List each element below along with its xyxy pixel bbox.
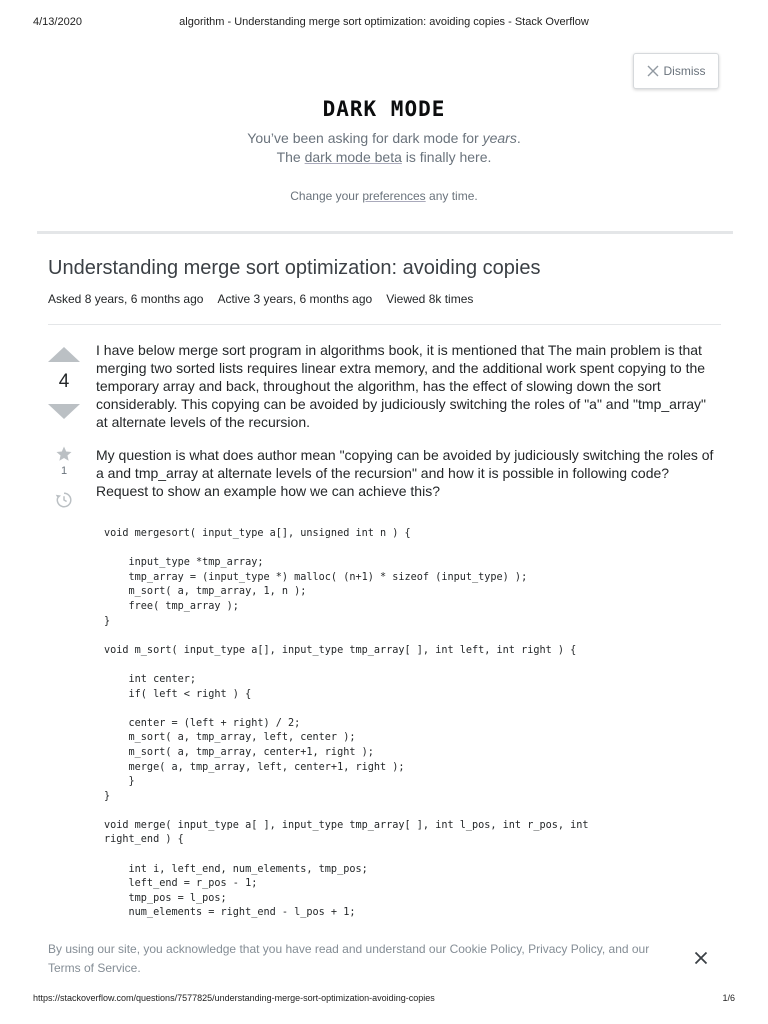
asked-label: Asked (48, 292, 82, 306)
print-url: https://stackoverflow.com/questions/7577825/understanding-merge-sort-optimization-avoiding-copies (33, 993, 435, 1003)
dark-mode-line2-prefix: The (276, 149, 305, 165)
active-value[interactable]: 3 years, 6 months ago (253, 292, 373, 306)
star-icon[interactable] (55, 445, 73, 463)
print-date: 4/13/2020 (33, 16, 82, 28)
meta-divider (48, 324, 721, 325)
dismiss-button[interactable] (633, 53, 719, 89)
close-icon (647, 65, 659, 77)
question-title[interactable]: Understanding merge sort optimization: avoiding copies (48, 257, 541, 279)
dark-mode-logo: DARK MODE (322, 97, 446, 121)
vote-cell (44, 345, 84, 509)
active-label: Active (217, 292, 251, 306)
dark-mode-line1-emphasis: years (482, 130, 517, 146)
cookie-notice: By using our site, you acknowledge that you have read and understand our Cookie Policy, Privacy Policy, and our Terms of Service. (48, 942, 650, 975)
active-info (217, 292, 372, 306)
question-meta (48, 292, 473, 306)
dark-mode-line1-suffix: . (516, 130, 521, 146)
dark-mode-banner (0, 95, 768, 203)
vote-count: 4 (58, 371, 70, 392)
history-icon[interactable] (55, 491, 73, 509)
dismiss-label: Dismiss (663, 64, 706, 78)
print-page-title: algorithm - Understanding merge sort optimization: avoiding copies - Stack Overflow (179, 16, 589, 28)
asked-value: 8 years, 6 months ago (84, 292, 204, 306)
body-paragraph-2: My question is what does author mean "copying can be avoided by judiciously switching the roles of a and tmp_array at alternate levels of the recursion" and how it is possible in following code? Request to show an example how we can achieve this? (96, 447, 714, 499)
dark-mode-beta-link[interactable]: dark mode beta (304, 149, 402, 165)
dark-mode-preferences-note (0, 189, 768, 203)
viewed-info (386, 292, 473, 306)
pref-prefix: Change your (290, 189, 363, 203)
code-block: void mergesort( input_type a[], unsigned int n ) { input_type *tmp_array; tmp_array = (input_type *) malloc( (n+1) * sizeof (input_type) ); m_sort( a, tmp_array, 1, n ); free( tmp_array ); } void m_sort( input_type a[], input_type tmp_array[ ], int left, int right ) { int center; if( left < right ) { center = (left + right) / 2; m_sort( a, tmp_array, left, center ); m_sort( a, tmp_array, center+1, right ); merge( a, tmp_array, left, center+1, right ); } } void merge( input_type a[ ], input_type tmp_array[ ], int l_pos, int r_pos, int right_end ) { int i, left_end, num_elements, tmp_pos; left_end = r_pos - 1; tmp_pos = l_pos; num_elements = right_end - l_pos + 1; (104, 528, 589, 919)
dark-mode-line1-prefix: You’ve been asking for dark mode for (247, 130, 483, 146)
downvote-arrow-icon[interactable] (46, 403, 82, 421)
pref-suffix: any time. (425, 189, 478, 203)
banner-divider (37, 231, 733, 234)
print-page-number: 1/6 (722, 993, 735, 1003)
viewed-value: 8k times (428, 292, 474, 306)
question-body (96, 341, 714, 515)
upvote-arrow-icon[interactable] (46, 345, 82, 363)
body-paragraph-1: I have below merge sort program in algorithms book, it is mentioned that The main problem is that merging two sorted lists requires linear extra memory, and the additional work spent copying to the temporary array and back, throughout the algorithm, has the effect of slowing down the sort considerably. This copying can be avoided by judiciously switching the roles of "a" and "tmp_array" at alternate levels of the recursion. (96, 342, 707, 430)
asked-info (48, 292, 203, 306)
dark-mode-message (0, 129, 768, 167)
preferences-link[interactable]: preferences (362, 189, 426, 203)
dark-mode-line2-suffix: is finally here. (401, 149, 492, 165)
viewed-label: Viewed (386, 292, 426, 306)
favorite-count: 1 (60, 465, 68, 477)
close-icon[interactable] (694, 951, 708, 965)
